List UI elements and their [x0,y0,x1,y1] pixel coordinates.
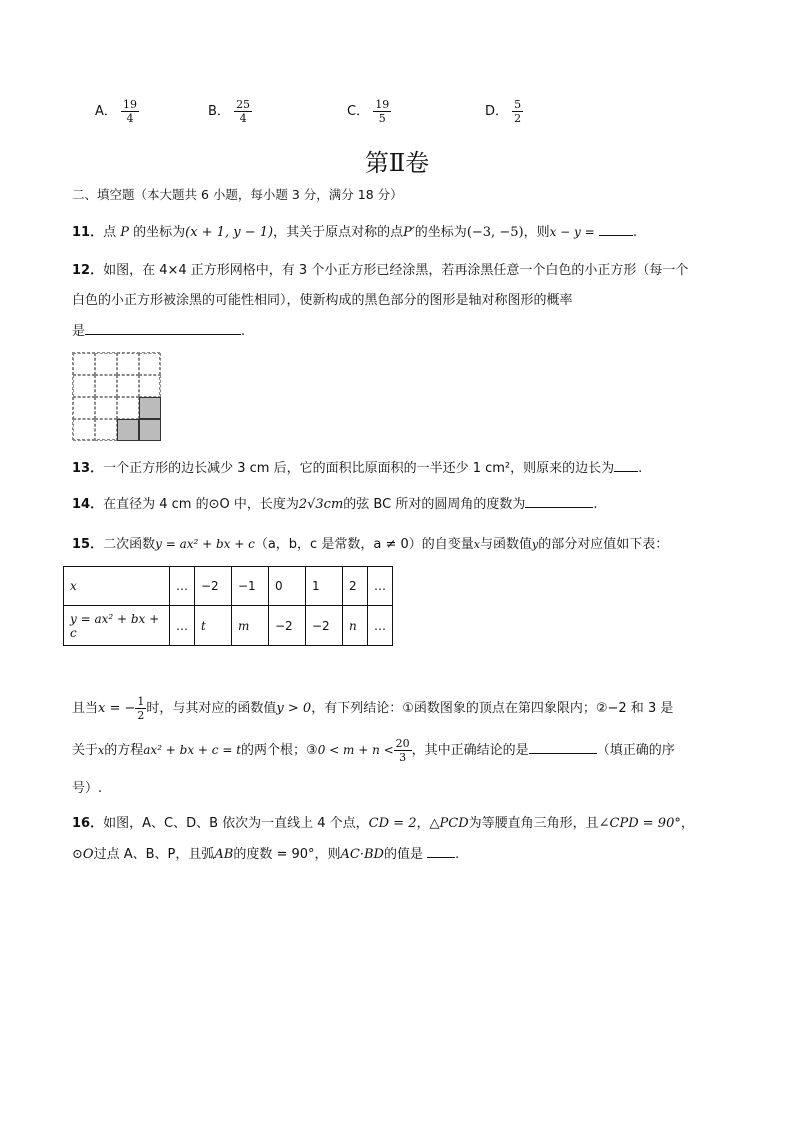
grid-cell-shaded [139,397,161,419]
table-row [64,606,393,646]
table-cell: 2 [343,567,368,606]
option-a-label: A． [95,104,117,119]
question-16-line-1: 16．如图，A、C、D、B 依次为一直线上 4 个点，CD = 2，△PCD为等腰直角三角形，且∠CPD = 90°， [72,816,694,831]
question-12-line-2: 白色的小正方形被涂黑的可能性相同），使新构成的黑色部分的图形是轴对称图形的概率 [72,293,573,308]
quadratic-function: y = ax² + bx + c [155,537,255,551]
question-15: 15．二次函数y = ax² + bx + c（a，b，c 是常数，a ≠ 0）的自变量x与函数值y的部分对应值如下表： [72,537,669,552]
grid-cell [95,397,117,419]
table-cell: m [232,606,269,646]
table-cell: t [195,606,232,646]
option-d-label: D． [485,104,509,119]
table-cell: 1 [306,567,343,606]
table-cell: … [170,567,195,606]
grid-cell [95,353,117,375]
option-a-fraction: $\frac{19}{4}$ [123,98,138,125]
grid-cell [95,419,117,441]
coord-1: (x + 1, y − 1) [185,225,274,240]
chord-length: 2√3cm [298,497,344,512]
option-d [485,98,523,125]
table-cell: 0 [269,567,306,606]
question-11: 11．点 P 的坐标为(x + 1, y − 1)，其关于原点对称的点P′的坐标为(−3, −5)，则x − y = . [72,225,637,240]
question-15-conclusion-2: 关于x的方程ax² + bx + c = t的两个根；③0 < m + n < $\frac{20}{3}$ ，其中正确结论的是 （填正确的序 [72,737,675,764]
table-row [64,567,393,606]
fraction-twenty-thirds: $\frac{20}{3}$ [395,737,410,764]
grid-cell [73,419,95,441]
q14-number: 14． [72,497,104,512]
question-16-line-2: ⊙O过点 A、B、P，且弧AB的度数 = 90°，则AC·BD的值是 . [72,847,460,862]
section-title: 第Ⅱ卷 [364,149,430,177]
grid-cell [139,375,161,397]
value-table [63,566,393,646]
answer-blank-15[interactable] [529,741,597,754]
question-13: 13．一个正方形的边长减少 3 cm 后，它的面积比原面积的一半还少 1 cm²，则原来的边长为 . [72,461,643,476]
table-cell: … [368,606,393,646]
question-14: 14．在直径为 4 cm 的⊙O 中，长度为2√3cm的弦 BC 所对的圆周角的度数为 . [72,497,598,512]
question-15-conclusion-3: 号）. [72,781,103,796]
question-12-line-3: 是 . [72,324,246,339]
option-c-label: C． [347,104,370,119]
option-b-fraction: $\frac{25}{4}$ [236,98,251,125]
grid-cell [117,353,139,375]
q16-number: 16． [72,816,104,831]
option-a [95,98,139,125]
answer-blank-11[interactable] [599,223,633,236]
answer-blank-16[interactable] [427,845,455,858]
grid-cell [117,375,139,397]
grid-cell [139,353,161,375]
fraction-one-half: $\frac{1}{2}$ [137,695,145,722]
option-c-fraction: $\frac{19}{5}$ [375,98,390,125]
table-cell: x [64,567,170,606]
table-cell: … [368,567,393,606]
table-cell: −2 [269,606,306,646]
q11-number: 11． [72,225,104,240]
q12-number: 12． [72,263,104,278]
option-d-fraction: $\frac{5}{2}$ [514,98,522,125]
grid-cell [73,375,95,397]
coord-2: (−3, −5) [466,225,524,240]
grid-cell [73,353,95,375]
table-cell: −2 [306,606,343,646]
table-cell: n [343,606,368,646]
table-cell: … [170,606,195,646]
point-p-prime: P′ [403,225,415,240]
point-p: P [120,225,129,240]
question-15-conclusion-1: 且当x = − $\frac{1}{2}$ 时，与其对应的函数值y > 0，有下列结论：①函数图象的顶点在第四象限内；②−2 和 3 是 [72,695,674,722]
table-cell: y = ax² + bx + c [64,606,170,646]
q13-number: 13． [72,461,104,476]
grid-cell-shaded [117,419,139,441]
q15-number: 15． [72,537,104,552]
grid-cell [73,397,95,419]
option-b-label: B． [208,104,230,119]
option-b [208,98,252,125]
grid-cell-shaded [139,419,161,441]
option-c [347,98,391,125]
grid-figure [72,352,160,440]
question-12-line-1: 12．如图，在 4×4 正方形网格中，有 3 个小正方形已经涂黑，若再涂黑任意一个白色的小正方形（每一个 [72,263,689,278]
section-heading: 二、填空题（本大题共 6 小题，每小题 3 分，满分 18 分） [72,187,403,202]
table-cell: −2 [195,567,232,606]
table-cell: −1 [232,567,269,606]
answer-blank-12[interactable] [85,322,241,335]
grid-cell [117,397,139,419]
expr-x-minus-y: x − y = [549,225,595,239]
grid-cell [95,375,117,397]
answer-blank-14[interactable] [525,495,593,508]
answer-blank-13[interactable] [614,459,638,472]
